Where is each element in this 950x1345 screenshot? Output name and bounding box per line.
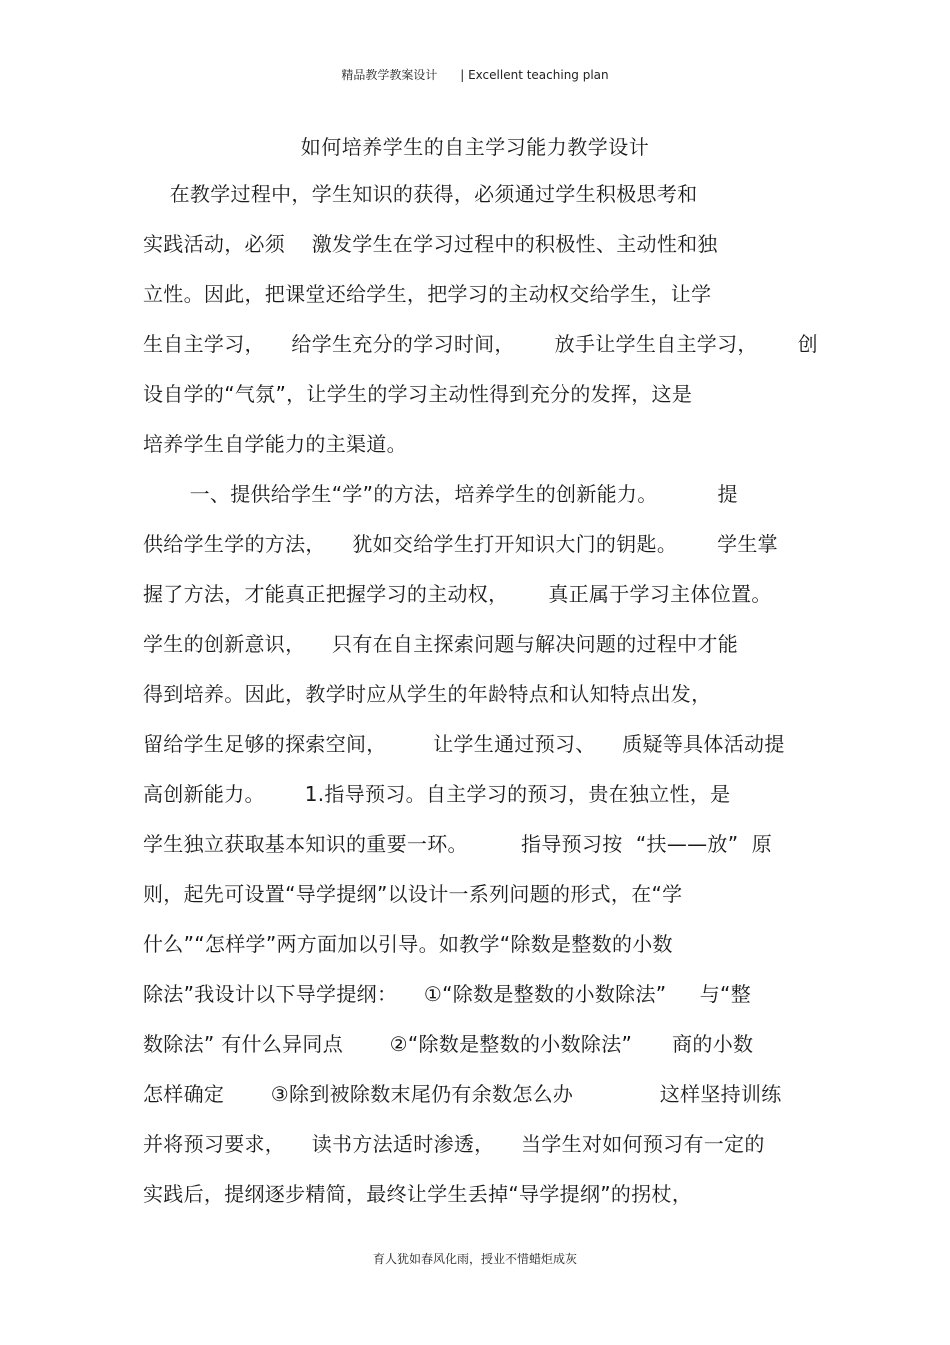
page-footer: 育人犹如春风化雨，授业不惜蜡炬成灰	[372, 1252, 577, 1266]
body-line: 在教学过程中，学生知识的获得，必须通过学生积极思考和	[143, 182, 698, 206]
body-line: 高创新能力。 1.指导预习。自主学习的预习，贵在独立性，是	[143, 782, 731, 806]
body-line: 留给学生足够的探索空间， 让学生通过预习、 质疑等具体活动提	[143, 732, 785, 756]
body-line: 则，起先可设置“导学提纲”以设计一系列问题的形式，在“学	[143, 882, 683, 906]
body-line: 除法”我设计以下导学提纲： ①“除数是整数的小数除法” 与“整	[143, 982, 751, 1006]
body-line: 生自主学习， 给学生充分的学习时间， 放手让学生自主学习， 创	[143, 332, 818, 356]
body-line: 握了方法，才能真正把握学习的主动权， 真正属于学习主体位置。	[143, 582, 772, 606]
body-line: 实践活动，必须 激发学生在学习过程中的积极性、主动性和独	[143, 232, 718, 256]
body-line: 一、提供给学生“学”的方法，培养学生的创新能力。 提	[143, 482, 738, 506]
page-header: 精品教学教案设计 | Excellent teaching plan	[341, 68, 609, 82]
body-line: 学生的创新意识， 只有在自主探索问题与解决问题的过程中才能	[143, 632, 739, 656]
body-line: 设自学的“气氛”，让学生的学习主动性得到充分的发挥，这是	[143, 382, 693, 406]
body-line: 什么”“怎样学”两方面加以引导。如教学“除数是整数的小数	[143, 932, 673, 956]
body-line: 培养学生自学能力的主渠道。	[143, 432, 407, 456]
body-line: 怎样确定 ③除到被除数末尾仍有余数怎么办 这样坚持训练	[143, 1082, 782, 1106]
body-line: 立性。因此，把课堂还给学生，把学习的主动权交给学生，让学	[143, 282, 712, 306]
body-line: 供给学生学的方法， 犹如交给学生打开知识大门的钥匙。 学生掌	[143, 532, 778, 556]
document-body	[143, 177, 818, 1227]
body-line: 数除法” 有什么异同点 ②“除数是整数的小数除法” 商的小数	[143, 1032, 754, 1056]
document-title: 如何培养学生的自主学习能力教学设计	[300, 135, 650, 159]
body-line: 学生独立获取基本知识的重要一环。 指导预习按 “扶——放” 原	[143, 832, 773, 856]
body-line: 实践后，提纲逐步精简，最终让学生丢掉“导学提纲”的拐杖，	[143, 1182, 693, 1206]
body-line: 得到培养。因此，教学时应从学生的年龄特点和认知特点出发，	[143, 682, 712, 706]
body-line: 并将预习要求， 读书方法适时渗透， 当学生对如何预习有一定的	[143, 1132, 765, 1156]
